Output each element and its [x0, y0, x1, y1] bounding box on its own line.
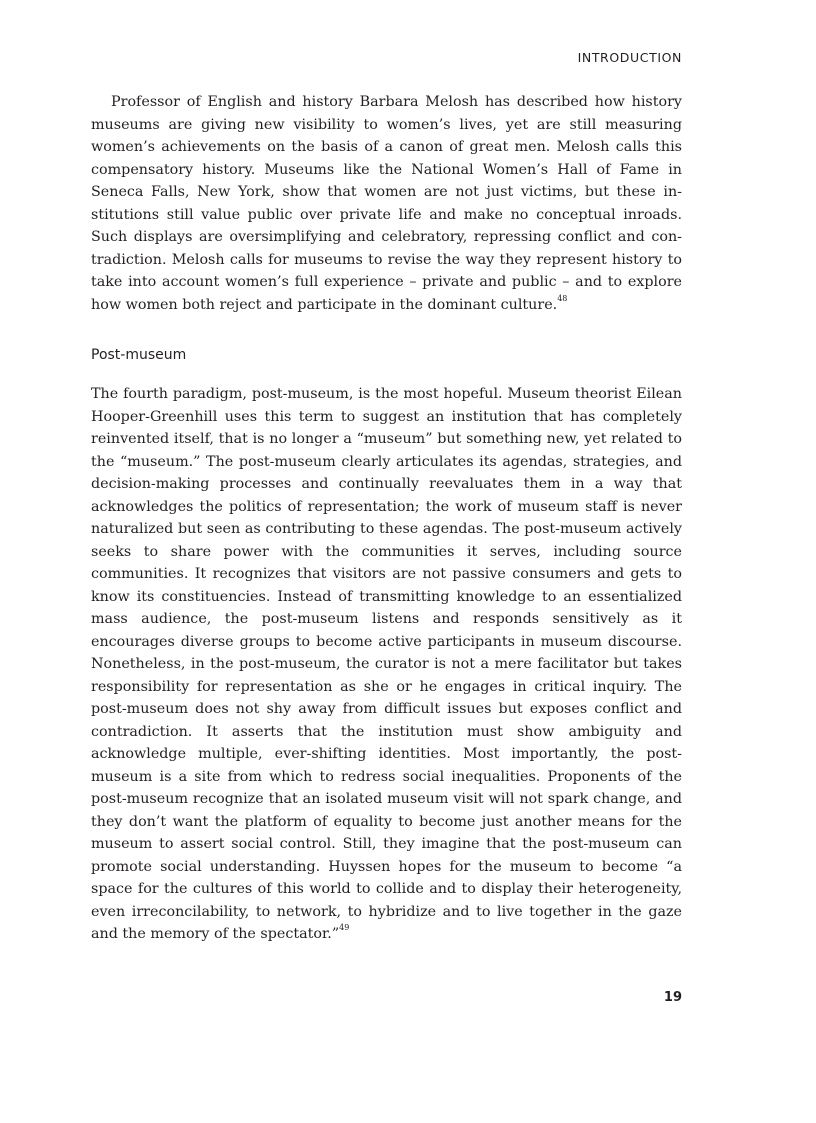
footnote-marker: 48 [557, 293, 568, 303]
body-paragraph-1 [91, 91, 682, 316]
paragraph-text: Professor of English and history Barbara Melosh has described how history museums are giving new visibility to women’s lives, yet are still measuring women’s achievements on the basis of a canon of great men. Melosh calls this compensatory history. Museums like the National Women’s Hall of Fame in Seneca Falls, New York, show that women are not just victims, but these institutions still value public over private life and make no conceptual inroads. Such displays are oversimplifying and celebratory, repressing conflict and contradiction. Melosh calls for museums to revise the way they represent history to take into account women’s full experience – private and public – and to explore how women both reject and participate in the dominant culture. [91, 94, 682, 313]
body-paragraph-2 [91, 383, 682, 946]
paragraph-text: The fourth paradigm, post-museum, is the most hopeful. Museum theorist Eilean Hooper-Greenhill uses this term to suggest an institution that has completely reinvented itself, that is no longer a “museum” but something new, yet related to the “museum.” The post-museum clearly articulates its agendas, strategies, and decision-making processes and continually reevaluates them in a way that acknowledges the politics of representation; the work of museum staff is never naturalized but seen as contributing to these agendas. The post-museum actively seeks to share power with the communities it serves, including source communities. It recognizes that visitors are not passive consumers and gets to know its constituencies. Instead of transmitting knowledge to an essentialized mass audience, the post-museum listens and responds sensitively as it encourages diverse groups to become active participants in museum discourse. Nonetheless, in the post-museum, the curator is not a mere facilitator but takes responsibility for representation as she or he engages in critical inquiry. The post-museum does not shy away from difficult issues but exposes conflict and contradiction. It asserts that the institution must show ambiguity and acknowledge multiple, ever-shifting identities. Most importantly, the post-museum is a site from which to redress social inequalities. Proponents of the post-museum recognize that an isolated museum visit will not spark change, and they don’t want the platform of equality to become just another means for the museum to assert social control. Still, they imagine that the post-museum can promote social understanding. Huyssen hopes for the museum to become “a space for the cultures of this world to collide and to display their heterogeneity, even irreconcilability, to network, to hybridize and to live together in the gaze and the memory of the spectator.” [91, 386, 682, 942]
page-number: 19 [663, 990, 682, 1005]
section-heading: Post-museum [91, 347, 187, 363]
footnote-marker: 49 [339, 923, 350, 933]
running-head: INTRODUCTION [577, 50, 682, 65]
